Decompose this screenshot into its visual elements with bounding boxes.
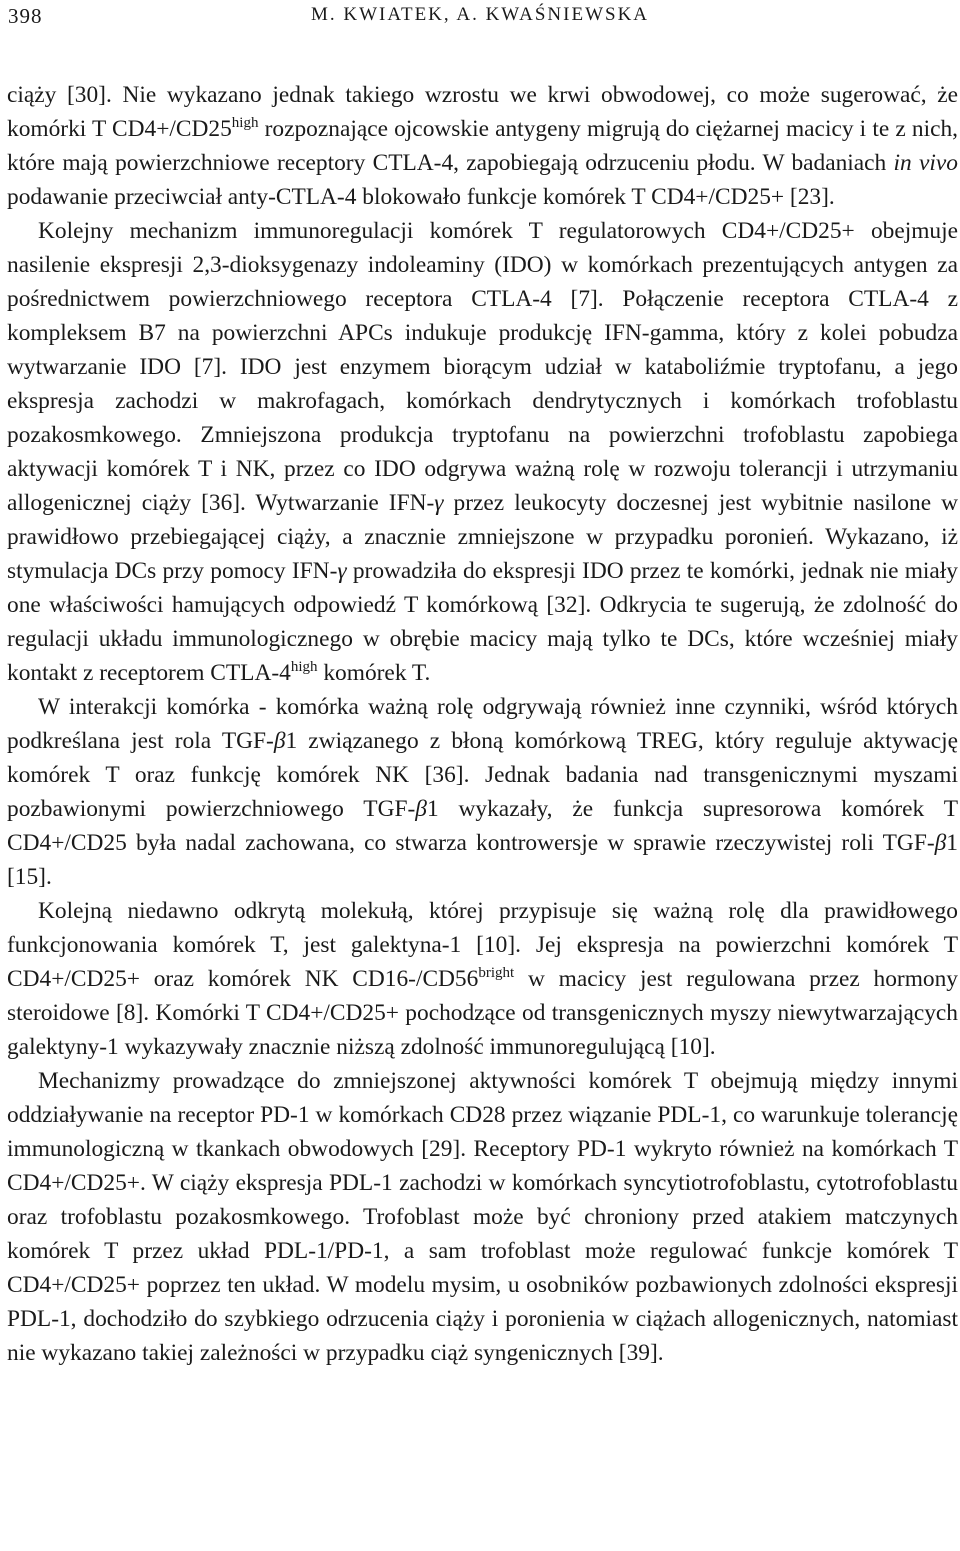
- text-run: podawanie przeciwciał anty-CTLA-4 blokowało funkcje komórek T CD4+/CD25+ [23].: [7, 184, 835, 210]
- text-run: 1 związanego z błoną komórkową TREG, który reguluje aktywację komórek T oraz funkcję komórek NK [36]. Jednak badania nad transgenicznymi myszami pozbawionymi powierzchniowego TGF-: [7, 728, 958, 822]
- greek-gamma: γ: [337, 558, 347, 584]
- text-run: Mechanizmy prowadzące do zmniejszonej aktywności komórek T obejmują między innymi oddziaływanie na receptor PD-1 w komórkach CD28 przez wiązanie PDL-1, co warunkuje tolerancję immunologiczną w tkankach obwodowych [29]. Receptory PD-1 wykryto również na komórkach T CD4+/CD25+. W ciąży ekspresja PDL-1 zachodzi w komórkach syncytiotrofoblastu, cytotrofoblastu oraz trofoblastu pozakosmkowego. Trofoblast może być chroniony przed atakiem matczynych komórek T przez układ PDL-1/PD-1, a sam trofoblast może regulować funkcje komórek T CD4+/CD25+ poprzez ten układ. W modelu mysim, u osobników pozbawionych zdolności ekspresji PDL-1, dochodziło do szybkiego odrzucenia ciąży i poronienia w ciążach allogenicznych, natomiast nie wykazano takiej zależności w przypadku ciąż syngenicznych [39].: [7, 1068, 958, 1366]
- paragraph-2: [7, 214, 958, 690]
- text-run: ciąży [30]. Nie wykazano jednak takiego wzrostu we krwi obwodowej, co może sugerować, że komórki T CD4+/CD25: [7, 82, 958, 142]
- text-run: Kolejną niedawno odkrytą molekułą, której przypisuje się ważną rolę dla prawidłowego funkcjonowania komórek T, jest galektyna-1 [10]. Jej ekspresja na powierzchni komórek T CD4+/CD25+ oraz komórek NK CD16-/CD56: [7, 898, 958, 992]
- text-run: przez leukocyty doczesnej jest wybitnie nasilone w prawidłowo przebiegającej ciąży, a znacznie zmniejszone w przypadku poronień. Wykazano, iż stymulacja DCs przy pomocy IFN-: [7, 490, 958, 584]
- paragraph-3: [7, 690, 958, 894]
- page-number: 398: [8, 4, 43, 28]
- text-run: prowadziła do ekspresji IDO przez te komórki, jednak nie miały one właściwości hamujących odpowiedź T komórkową [32]. Odkrycia te sugerują, że zdolność do regulacji układu immunologicznego w obrębie macicy mają tylko te DCs, które wcześniej miały kontakt z receptorem CTLA-4: [7, 558, 958, 686]
- text-run: W interakcji komórka - komórka ważną rolę odgrywają również inne czynniki, wśród których podkreślana jest rola TGF-: [7, 694, 958, 754]
- text-run: rozpoznające ojcowskie antygeny migrują do ciężarnej macicy i te z nich, które mają powierzchniowe receptory CTLA-4, zapobiegają odrzuceniu płodu. W badaniach: [7, 116, 958, 176]
- body-text: [7, 78, 958, 1370]
- text-run: Kolejny mechanizm immunoregulacji komórek T regulatorowych CD4+/CD25+ obejmuje nasilenie ekspresji 2,3-dioksygenazy indoleaminy (IDO) w komórkach prezentujących antygen za pośrednictwem powierzchniowego receptora CTLA-4 [7]. Połączenie receptora CTLA-4 z kompleksem B7 na powierzchni APCs indukuje produkcję IFN-gamma, który z kolei pobudza wytwarzanie IDO [7]. IDO jest enzymem biorącym udział w kataboliźmie tryptofanu, a jego ekspresja zachodzi w makrofagach, komórkach dendrytycznych i komórkach trofoblastu pozakosmkowego. Zmniejszona produkcja tryptofanu na powierzchni trofoblastu zapobiega aktywacji komórek T i NK, przez co IDO odgrywa ważną rolę w rozwoju tolerancji i utrzymaniu allogenicznej ciąży [36]. Wytwarzanie IFN-: [7, 218, 958, 516]
- superscript-high: high: [290, 659, 318, 675]
- superscript-high: high: [231, 115, 259, 131]
- greek-beta: β: [415, 796, 427, 822]
- text-run: 1 wykazały, że funkcja supresorowa komórek T CD4+/CD25 była nadal zachowana, co stwarza kontrowersje w sprawie rzeczywistej roli TGF-: [7, 796, 958, 856]
- italic-term: in vivo: [893, 150, 958, 176]
- superscript-bright: bright: [478, 965, 515, 981]
- paragraph-4: [7, 894, 958, 1064]
- running-head-authors: M. KWIATEK, A. KWAŚNIEWSKA: [310, 4, 650, 25]
- text-run: w macicy jest regulowana przez hormony steroidowe [8]. Komórki T CD4+/CD25+ pochodzące od transgenicznych myszy niewytwarzających galektyny-1 wykazywały znacznie niższą zdolność immunoregulującą [10].: [7, 966, 958, 1060]
- greek-gamma: γ: [434, 490, 444, 516]
- paragraph-5: [7, 1064, 958, 1370]
- greek-beta: β: [934, 830, 947, 856]
- text-run: komórek T.: [317, 660, 431, 686]
- text-run: 1 [15].: [7, 830, 958, 890]
- paragraph-1: [7, 78, 958, 214]
- greek-beta: β: [273, 728, 286, 754]
- page-header: [0, 0, 960, 40]
